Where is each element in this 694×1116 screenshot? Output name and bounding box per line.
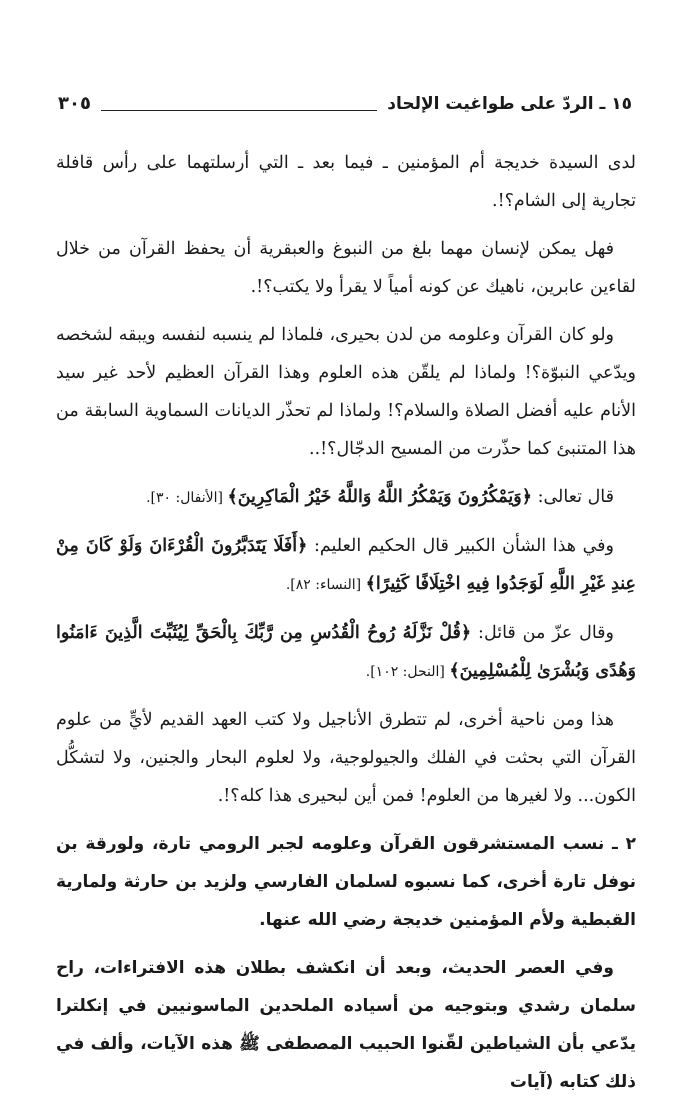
verse-citation: [النحل: ١٠٢]. [365,664,450,680]
paragraph: لدى السيدة خديجة أم المؤمنين ـ فيما بعد ـ التي أرسلتهما على رأس قافلة تجارية إلى الشام؟!. [56,153,636,211]
header-rule [101,110,377,111]
quran-verse: ﴿وَيَمْكُرُونَ وَيَمْكُرُ اللَّهُ وَاللَّهُ خَيْرُ الْمَاكِرِينَ﴾ [227,487,532,507]
page-body [56,144,636,1111]
bold-point: ٢ ـ نسب المستشرقون القرآن وعلومه لجبر الرومي تارة، ولورقة بن نوفل تارة أخرى، كما نسبوه لسلمان الفارسي ولزيد بن حارثة ولمارية القبطية ولأم المؤمنين خديجة رضي الله عنها. [56,834,636,930]
verse-intro: قال تعالى: [532,487,614,507]
verse-paragraph [56,527,636,604]
quran-verse: ﴿قُلْ نَزَّلَهُ رُوحُ الْقُدُسِ مِن رَّبِّكَ بِالْحَقِّ لِيُثَبِّتَ الَّذِينَ ءَامَنُوا وَهُدًى وَبُشْرَىٰ لِلْمُسْلِمِينَ﴾ [56,623,636,681]
verse-intro: وقال عزّ من قائل: [471,623,614,643]
verse-paragraph [56,478,636,517]
verse-paragraph [56,614,636,691]
quran-verse: ﴿أَفَلَا يَتَدَبَّرُونَ الْقُرْءَانَ وَلَوْ كَانَ مِنْ عِندِ غَيْرِ اللَّهِ لَوَجَدُوا فِيهِ اخْتِلَافًا كَثِيرًا﴾ [56,536,636,594]
verse-citation: [النساء: ٨٢]. [285,577,366,593]
paragraph: فهل يمكن لإنسان مهما بلغ من النبوغ والعبقرية أن يحفظ القرآن من خلال لقاءين عابرين، ناهيك عن كونه أمياً لا يقرأ ولا يكتب؟!. [56,239,636,297]
page-number: ٣٠٥ [58,93,91,114]
paragraph: ولو كان القرآن وعلومه من لدن بحيرى، فلماذا لم ينسبه لنفسه ويبقه لشخصه ويدّعي النبوّة؟! ولماذا لم يلقّن هذه العلوم وهذا القرآن العظيم لأحد غير سيد الأنام عليه أفضل الصلاة والسلام؟! ولماذا لم تحذّر الديانات السماوية السابقة من هذا المتنبئ كما حذّرت من المسيح الدجّال؟!.. [56,325,636,459]
bold-paragraph: وفي العصر الحديث، وبعد أن انكشف بطلان هذه الافتراءات، راح سلمان رشدي وبتوجيه من أسياده الملحدين الماسونيين في إنكلترا يدّعي بأن الشياطين لقّنوا الحبيب المصطفى ﷺ هذه الآيات، وألف في ذلك كتابه (آيات [56,958,636,1092]
paragraph: هذا ومن ناحية أخرى، لم تتطرق الأناجيل ولا كتب العهد القديم لأيٍّ من علوم القرآن التي بحثت في الفلك والجيولوجية، ولا لعلوم البحار والجنين، ولا لتشكُّل الكون... ولا لغيرها من العلوم! فمن أين لبحيرى هذا كله؟!. [56,710,636,806]
verse-citation: [الأنفال: ٣٠]. [146,490,228,506]
chapter-title: ١٥ ـ الردّ على طواغيت الإلحاد [387,94,632,114]
running-header [58,86,632,116]
verse-intro: وفي هذا الشأن الكبير قال الحكيم العليم: [307,536,614,556]
